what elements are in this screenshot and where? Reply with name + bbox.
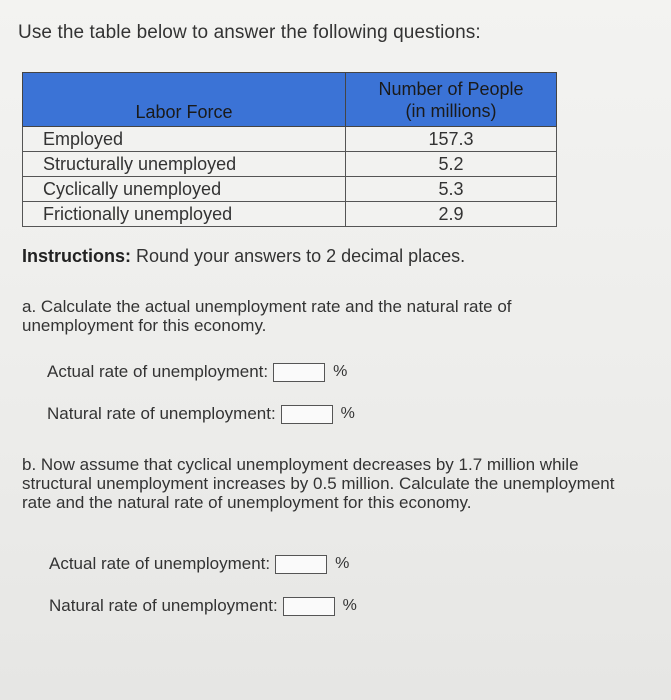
row-value: 157.3 — [346, 127, 557, 152]
part-a-actual-input[interactable] — [273, 363, 325, 382]
row-value: 2.9 — [346, 202, 557, 227]
part-b-natural-input[interactable] — [283, 597, 335, 616]
part-b-natural-label: Natural rate of unemployment: — [49, 596, 278, 615]
table-row — [23, 202, 557, 227]
instructions-text: Round your answers to 2 decimal places. — [131, 246, 466, 266]
table-row — [23, 152, 557, 177]
percent-sign: % — [342, 597, 357, 614]
header-number-line1: Number of People — [378, 78, 524, 99]
part-b-actual-row — [49, 554, 349, 574]
header-number-line2: (in millions) — [405, 100, 497, 121]
header-number-of-people — [346, 73, 557, 127]
instructions-label: Instructions: — [22, 246, 132, 266]
percent-sign: % — [333, 363, 348, 380]
row-label: Cyclically unemployed — [23, 177, 346, 202]
part-b-natural-row — [49, 596, 357, 616]
table-header-row — [23, 73, 557, 127]
part-a-actual-row — [47, 362, 347, 382]
percent-sign: % — [340, 405, 355, 422]
header-labor-force: Labor Force — [23, 73, 346, 127]
table-row — [23, 127, 557, 152]
row-value: 5.2 — [346, 152, 557, 177]
part-a-natural-input[interactable] — [281, 405, 333, 424]
question-a: a. Calculate the actual unemployment rate and the natural rate of unemployment for this economy. — [22, 297, 512, 335]
instructions — [22, 246, 465, 267]
row-label: Structurally unemployed — [23, 152, 346, 177]
part-b-actual-input[interactable] — [275, 555, 327, 574]
part-a-actual-label: Actual rate of unemployment: — [47, 362, 269, 381]
part-b-actual-label: Actual rate of unemployment: — [49, 554, 271, 573]
row-label: Employed — [23, 127, 346, 152]
intro-text: Use the table below to answer the following questions: — [18, 22, 481, 43]
labor-force-table — [22, 72, 557, 227]
part-a-natural-label: Natural rate of unemployment: — [47, 404, 276, 423]
table-row — [23, 177, 557, 202]
percent-sign: % — [335, 555, 350, 572]
question-b: b. Now assume that cyclical unemployment decreases by 1.7 million while structural unemployment increases by 0.5 million. Calculate the unemployment rate and the natural rate of unemployment for this economy. — [22, 455, 615, 512]
part-a-natural-row — [47, 404, 355, 424]
row-value: 5.3 — [346, 177, 557, 202]
row-label: Frictionally unemployed — [23, 202, 346, 227]
